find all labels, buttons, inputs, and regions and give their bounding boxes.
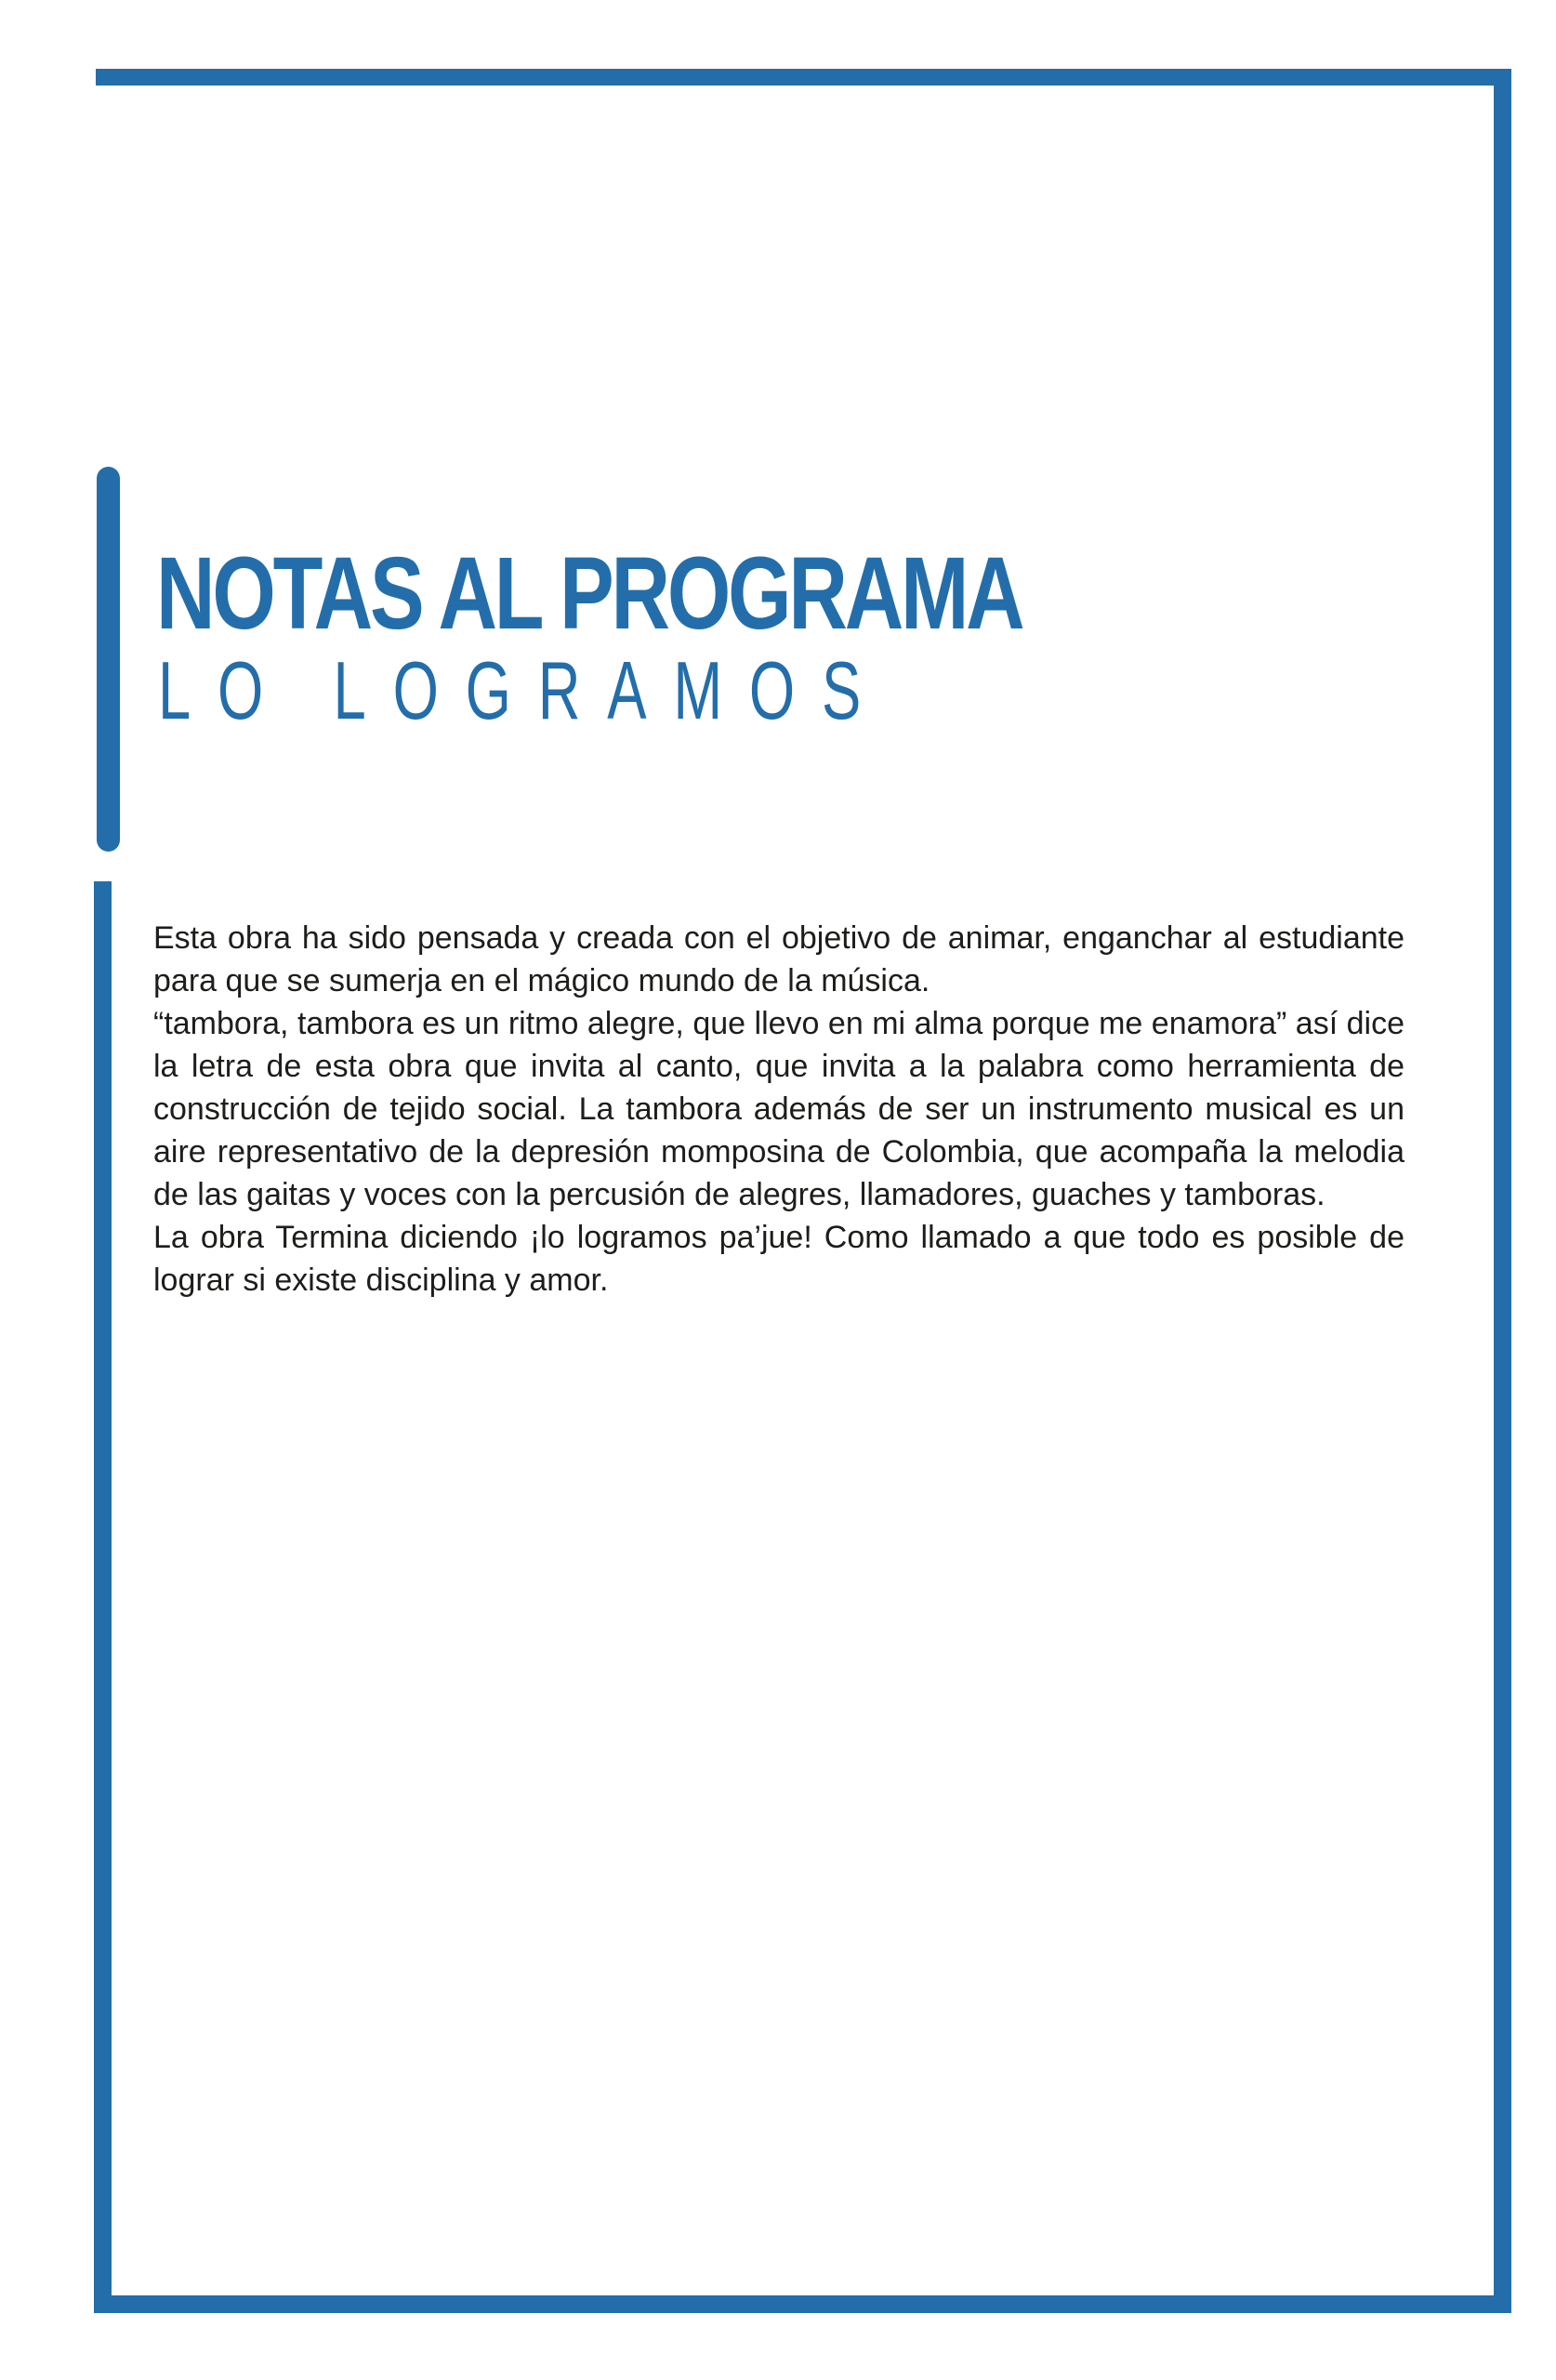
body-paragraph: Esta obra ha sido pensada y creada con el objetivo de animar, enganchar al estudiante para que se sumerja en el mágico mundo de la música. bbox=[153, 920, 1404, 998]
frame-bottom-border bbox=[94, 2295, 1511, 2313]
frame-right-border bbox=[1494, 69, 1511, 2313]
frame-left-border bbox=[94, 881, 112, 2313]
title-accent-bar bbox=[97, 467, 120, 852]
body-paragraph: “tambora, tambora es un ritmo alegre, que llevo en mi alma porque me enamora” así dice la letra de esta obra que invita al canto, que invita a la palabra como herramienta de construcción de tejido social. La tambora además de ser un instrumento musical es un aire representativo de la depresión momposina de Colombia, que acompaña la melodia de las gaitas y voces con la percusión de alegres, llamadores, guaches y tamboras. bbox=[153, 1006, 1404, 1212]
program-notes-body bbox=[153, 917, 1404, 1302]
body-paragraph: La obra Termina diciendo ¡lo logramos pa’jue! Como llamado a que todo es posible de lograr si existe disciplina y amor. bbox=[153, 1220, 1404, 1298]
page-title: NOTAS AL PROGRAMA bbox=[156, 536, 1022, 651]
page-subtitle: LO LOGRAMOS bbox=[158, 644, 889, 736]
frame-top-border bbox=[96, 69, 1511, 86]
